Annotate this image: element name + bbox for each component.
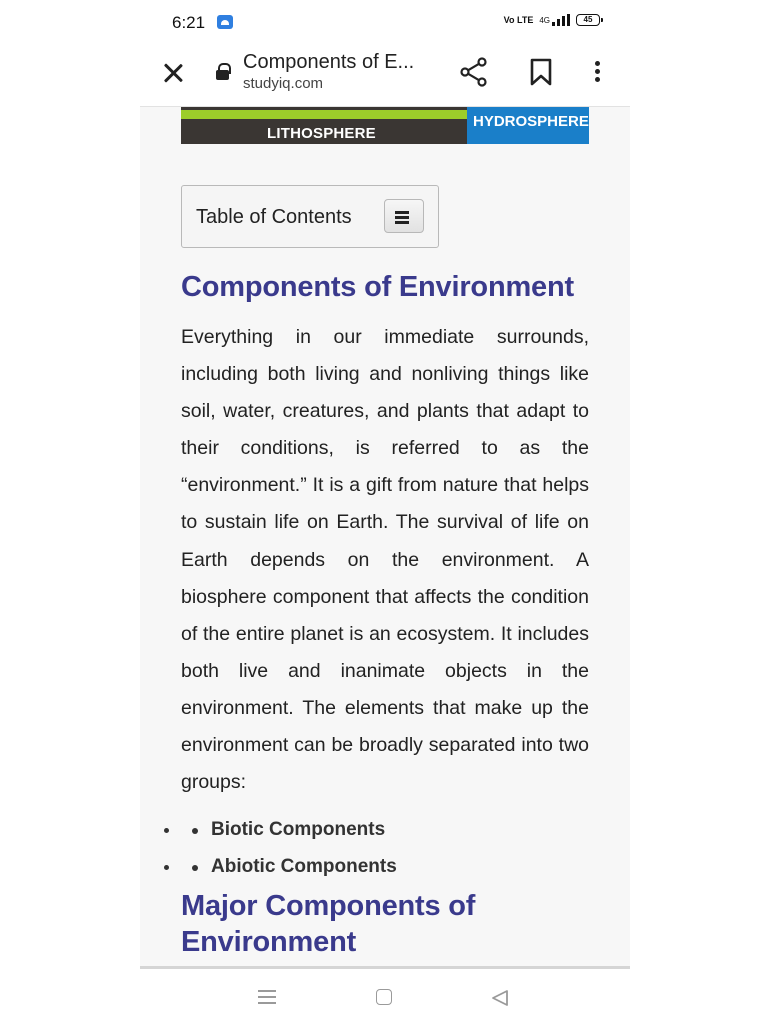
- status-time: 6:21: [172, 13, 206, 32]
- status-bar: [140, 0, 630, 44]
- battery-icon: 45: [576, 14, 600, 26]
- page-title: Components of E...: [243, 51, 415, 73]
- recent-apps-button[interactable]: [258, 990, 276, 1004]
- title-block[interactable]: [243, 50, 443, 94]
- section-heading-components: Components of Environment: [181, 271, 574, 303]
- article-paragraph: Everything in our immediate surrounds, including both living and nonliving things like soil, water, creatures, and plants that adapt to their conditions, is referred to as the “environment.” It is a gift from nature that helps to sustain life on Earth. The survival of life on Earth depends on the environment. A biosphere component that affects the condition of the entire planet is an ecosystem. It includes both live and inanimate objects in the environment. The elements that make up the environment can be broadly separated into two groups:: [181, 326, 589, 794]
- network-type: 4G: [539, 15, 550, 25]
- back-button[interactable]: [490, 989, 510, 1007]
- toc-toggle-button[interactable]: [384, 199, 424, 233]
- signal-strength-icon: [552, 14, 570, 26]
- components-list: [181, 815, 589, 889]
- dot-icon: [595, 77, 600, 82]
- article-banner-image: [181, 107, 589, 144]
- banner-lithosphere-label: LITHOSPHERE: [267, 125, 376, 142]
- dot-icon: [595, 69, 600, 74]
- share-button[interactable]: [458, 56, 490, 88]
- bookmark-button[interactable]: [528, 57, 554, 87]
- list-item: • Abiotic Components: [181, 852, 589, 889]
- toc-label: Table of Contents: [196, 206, 352, 228]
- system-navigation-bar: [140, 966, 630, 1024]
- list-item: • Biotic Components: [181, 815, 589, 852]
- more-options-button[interactable]: [588, 57, 608, 87]
- home-button[interactable]: [376, 989, 392, 1005]
- dot-icon: [595, 61, 600, 66]
- close-tab-button[interactable]: [158, 58, 188, 88]
- phone-screen: [140, 0, 630, 1024]
- banner-hydrosphere: [467, 107, 589, 144]
- volte-indicator: Vo LTE: [503, 14, 534, 25]
- browser-toolbar: [140, 44, 630, 106]
- page-content: [140, 106, 630, 966]
- banner-hydrosphere-label: HYDROSPHERE: [473, 113, 589, 130]
- banner-stripe: [181, 110, 467, 119]
- status-indicators: [504, 14, 600, 26]
- page-url: studyiq.com: [243, 75, 324, 92]
- bookmark-icon: [528, 57, 554, 87]
- section-heading-major-components: Major Components of Environment: [181, 890, 476, 958]
- notification-app-icon: [217, 15, 233, 29]
- lock-icon: [216, 70, 229, 80]
- table-of-contents: [181, 185, 439, 248]
- back-triangle-icon: [490, 989, 510, 1007]
- banner-lithosphere: [181, 107, 467, 144]
- share-icon: [458, 56, 490, 88]
